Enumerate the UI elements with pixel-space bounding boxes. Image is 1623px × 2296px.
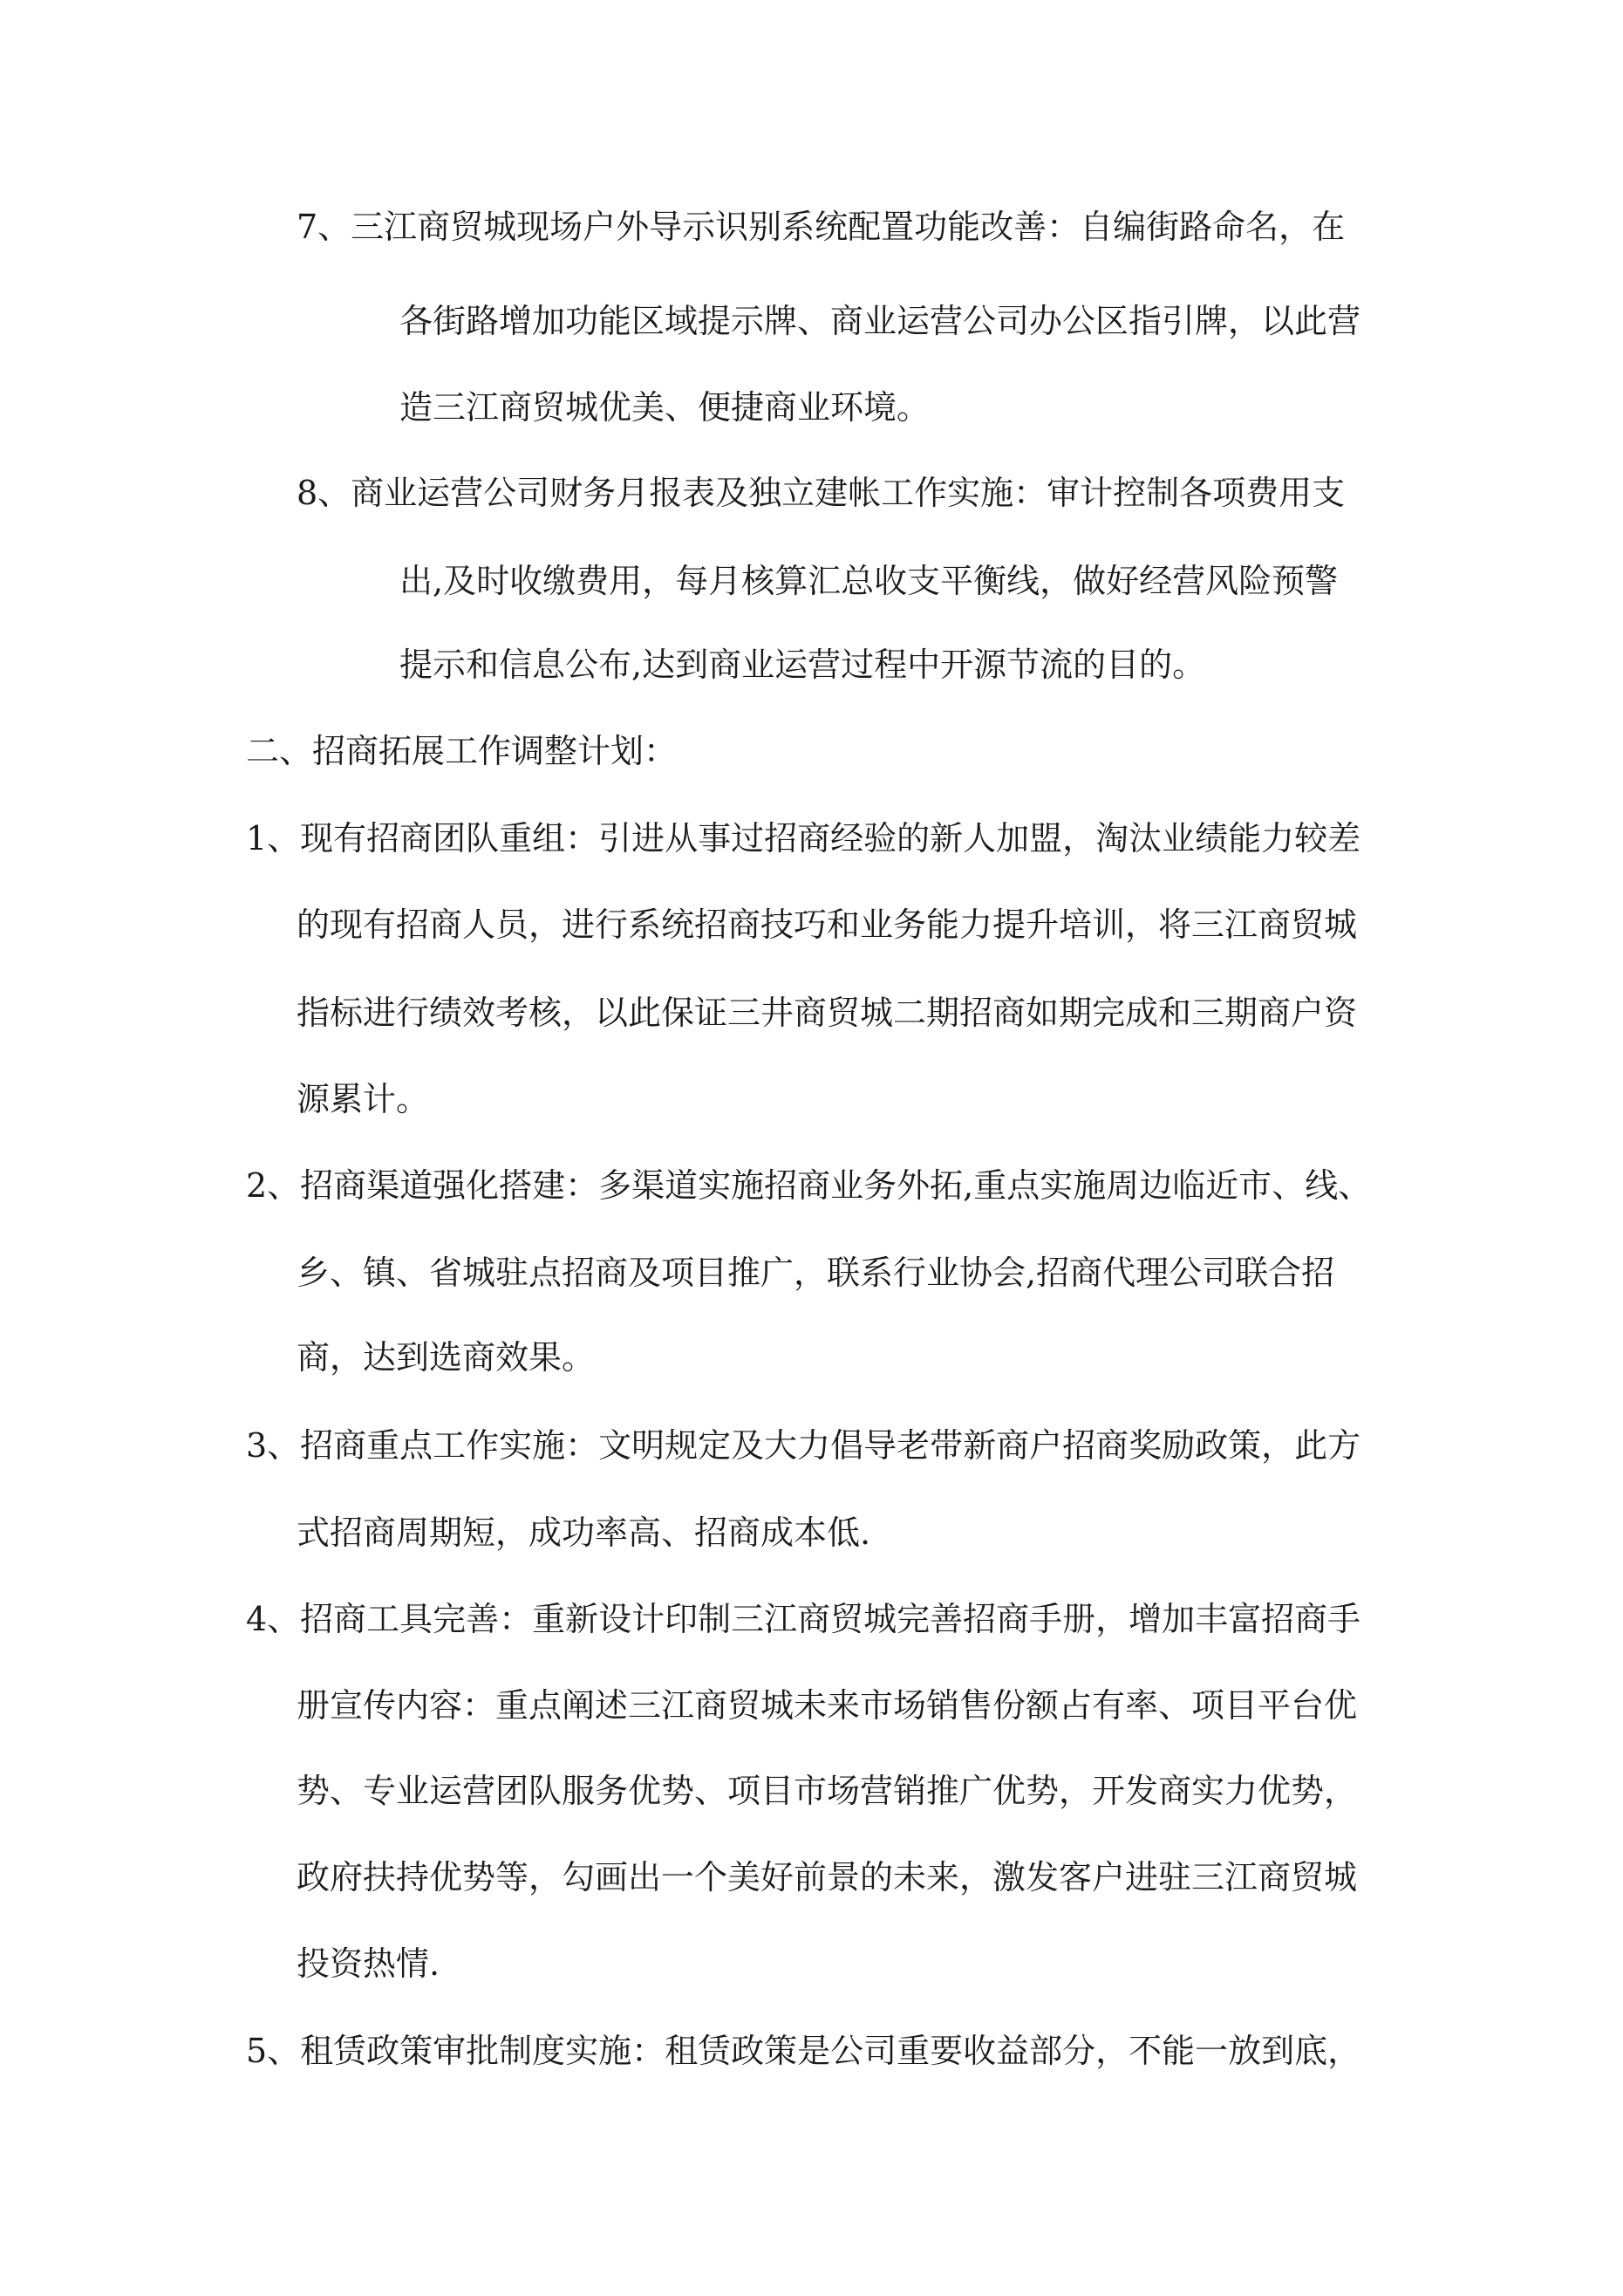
item-4-line-4: 政府扶持优势等，勾画出一个美好前景的未来，激发客户进驻三江商贸城 <box>297 1858 1358 1896</box>
item-5-line-1: 5、租赁政策审批制度实施：租赁政策是公司重要收益部分，不能一放到底， <box>246 2032 1361 2070</box>
item-2-line-1: 2、招商渠道强化搭建：多渠道实施招商业务外拓,重点实施周边临近市、线、 <box>246 1166 1372 1205</box>
item-4-line-3: 势、专业运营团队服务优势、项目市场营销推广优势，开发商实力优势， <box>297 1772 1358 1810</box>
item-4-line-2: 册宣传内容：重点阐述三江商贸城未来市场销售份额占有率、项目平台优 <box>297 1686 1358 1725</box>
item-7-line-2: 各街路增加功能区域提示牌、商业运营公司办公区指引牌，以此营 <box>399 302 1361 340</box>
item-8-line-3: 提示和信息公布,达到商业运营过程中开源节流的目的。 <box>399 646 1206 684</box>
item-7-line-1: 7、三江商贸城现场户外导示识别系统配置功能改善：自编街路命名，在 <box>297 208 1346 246</box>
section-heading: 二、招商拓展工作调整计划： <box>246 732 678 770</box>
item-2-line-3: 商，达到选商效果。 <box>297 1338 596 1377</box>
item-8-line-2: 出,及时收缴费用，每月核算汇总收支平衡线，做好经营风险预警 <box>399 562 1339 600</box>
item-1-line-3: 指标进行绩效考核，以此保证三井商贸城二期招商如期完成和三期商户资 <box>297 994 1358 1032</box>
item-1-line-1: 1、现有招商团队重组：引进从事过招商经验的新人加盟，淘汰业绩能力较差 <box>246 819 1361 858</box>
item-1-line-2: 的现有招商人员，进行系统招商技巧和业务能力提升培训，将三江商贸城 <box>297 905 1358 944</box>
item-1-line-4: 源累计。 <box>297 1080 430 1118</box>
item-7-line-3: 造三江商贸城优美、便捷商业环境。 <box>399 388 931 427</box>
item-8-line-1: 8、商业运营公司财务月报表及独立建帐工作实施：审计控制各项费用支 <box>297 474 1346 512</box>
item-3-line-1: 3、招商重点工作实施：文明规定及大力倡导老带新商户招商奖励政策，此方 <box>246 1426 1361 1465</box>
item-3-line-2: 式招商周期短，成功率高、招商成本低. <box>297 1514 871 1552</box>
item-2-line-2: 乡、镇、省城驻点招商及项目推广，联系行业协会,招商代理公司联合招 <box>297 1254 1335 1292</box>
item-4-line-1: 4、招商工具完善：重新设计印制三江商贸城完善招商手册，增加丰富招商手 <box>246 1600 1361 1638</box>
item-4-line-5: 投资热情. <box>297 1944 440 1983</box>
